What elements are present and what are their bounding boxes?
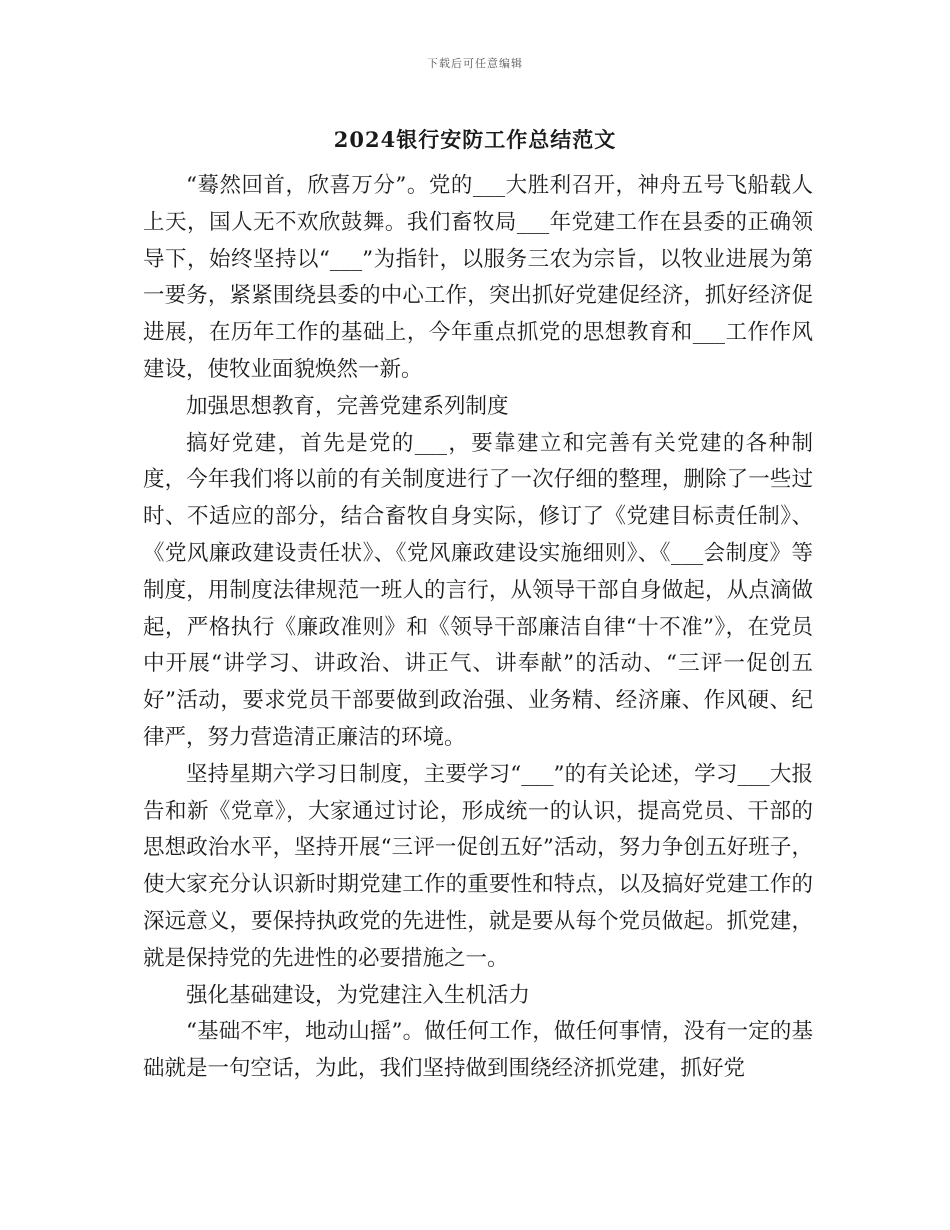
- document-body: [143, 168, 813, 1088]
- paragraph: “基础不牢，地动山摇”。做任何工作，做任何事情，没有一定的基础就是一句空话，为此，我们坚持做到围绕经济抓党建，抓好党: [143, 1019, 813, 1082]
- section-heading: 强化基础建设，为党建注入生机活力: [186, 982, 531, 1008]
- document-title: 2024银行安防工作总结范文: [333, 127, 617, 152]
- paragraph: “蓦然回首，欣喜万分”。党的___大胜利召开，神舟五号飞船载人上天，国人无不欢欣鼓舞。我们畜牧局___年党建工作在县委的正确领导下，始终坚持以“___”为指针，以服务三农为宗旨，以牧业进展为第一要务，紧紧围绕县委的中心工作，突出抓好党建促经济，抓好经济促进展，在历年工作的基础上，今年重点抓党的思想教育和___工作作风建设，使牧业面貌焕然一新。: [143, 173, 813, 382]
- paragraph: 坚持星期六学习日制度，主要学习“___”的有关论述，学习___大报告和新《党章》，大家通过讨论，形成统一的认识，提高党员、干部的思想政治水平，坚持开展“三评一促创五好”活动，努力争创五好班子，使大家充分认识新时期党建工作的重要性和特点，以及搞好党建工作的深远意义，要保持执政党的先进性，就是要从每个党员做起。抓党建，就是保持党的先进性的必要措施之一。: [143, 761, 813, 971]
- page-header-note: 下载后可任意编辑: [427, 57, 523, 70]
- paragraph: 搞好党建，首先是党的___，要靠建立和完善有关党建的各种制度，今年我们将以前的有关制度进行了一次仔细的整理，删除了一些过时、不适应的部分，结合畜牧自身实际，修订了《党建目标责任制》、《党风廉政建设责任状》、《党风廉政建设实施细则》、《___会制度》等制度，用制度法律规范一班人的言行，从领导干部自身做起，从点滴做起，严格执行《廉政准则》和《领导干部廉洁自律“十不准”》，在党员中开展“讲学习、讲政治、讲正气、讲奉献”的活动、“三评一促创五好”活动，要求党员干部要做到政治强、业务精、经济廉、作风硬、纪律严，努力营造清正廉洁的环境。: [143, 430, 813, 750]
- section-heading: 加强思想教育，完善党建系列制度: [186, 393, 509, 419]
